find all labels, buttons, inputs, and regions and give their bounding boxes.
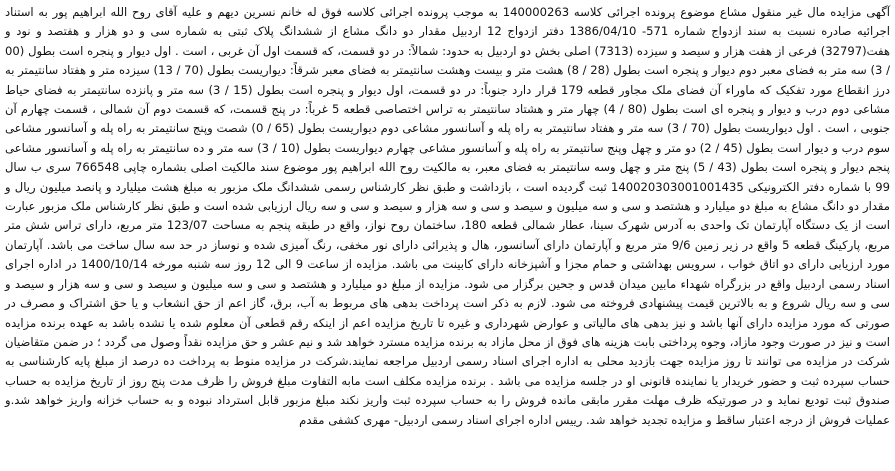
notice-body-text: آگهی مزایده مال غیر منقول مشاع موضوع پرونده اجرائی کلاسه 140000263 به موجب پرونده اجرائی کلاسه فوق له خانم نسرین دیهم و علیه آقای روح الله ابراهیم پور به استناد اجرائیه صادره نسبت به سند ازدواج شماره 571- 1386/04/10 دفتر ازدواج 12 اردبیل مقدار دو دانگ مشاع از ششدانگ پلاک ثبتی به شماره سی و دو هزار و هفتصد و نود و هفت(32797) فرعی از هفت هزار و سیصد و سیزده (7313) اصلی بخش دو اردبیل به حدود: شمالاً: در دو قسمت، که قسمت اول آن غربی ، است . اول دیوار و پنجره است بطول (00 / 3) سه متر به فضای معبر دوم دیوار و پنجره است بطول (28 / 8) هشت متر و بیست وهشت سانتیمتر به فضای معبر شرقاً: دیواریست بطول (70 / 13) سیزده متر و هفتاد سانتیمتر به درز انقطاع مورد تفکیک که ماوراء آن فضای ملک مجاور قطعه 179 قرار دارد جنوباً: در دو قسمت، اول دیوار و پنجره است بطول (15 / 3) سه متر و پانزده سانتیمتر به فضای حیاط مشاعی دوم درب و دیوار و پنجره ای است بطول (80 / 4) چهار متر و هشتاد سانتیمتر به تراس اختصاصی قطعه 5 غرباً: در پنج قسمت، که قسمت دوم آن شمالی ، قسمت چهارم آن جنوبی ، است . اول دیواریست بطول (70 / 3) سه متر و هفتاد سانتیمتر به راه پله و آسانسور مشاعی دوم دیواریست بطول (65 / 0) شصت وپنج سانتیمتر به راه پله و آسانسور مشاعی سوم درب و دیوار است بطول (45 / 2) دو متر و چهل وپنج سانتیمتر به راه پله و آسانسور مشاعی چهارم دیواریست بطول (10 / 3) سه متر و ده سانتیمتر به راه پله و آسانسور مشاعی پنجم دیوار و پنجره است بطول (43 / 5) پنج متر و چهل وسه سانتیمتر به فضای معبر، به مالکیت روح الله ابراهیم پور موضوع سند مالکیت اصلی بشماره چاپی 766548 سری ب سال 99 با شماره دفتر الکترونیکی 140020303001001435 ثبت گردیده است ، بازداشت و طبق نظر کارشناس رسمی ششدانگ ملک مزبور به مبلغ هشت میلیارد و پانصد میلیون ریال و مقدار دو دانگ مشاع به مبلغ دو میلیارد و هشتصد و سی و سه میلیون و سیصد و سی و سه هزار و سیصد و سی و سه ریال ارزیابی شده است و طبق نظر کارشناس ملک مزبور عبارت است از یک دستگاه آپارتمان تک واحدی به آدرس شهرک سینا، عطار شمالی قطعه 180، ساختمان روح نواز، واقع در طبقه پنجم به مساحت 123/07 متر مربع، دارای تراس شش متر مربع، پارکینگ قطعه 5 واقع در زیر زمین 9/6 متر مربع و آپارتمان دارای آسانسور، هال و پذیرائی دارای نور مخفی، رنگ آمیزی شده و نوساز در حد سه سال ساخت می باشد. آپارتمان مورد ارزیابی دارای دو اتاق خواب ، سرویس بهداشتی و حمام مجزا و آشپزخانه دارای کابینت می باشد. مزایده از ساعت 9 الی 12 روز سه شنبه مورخه 1400/10/14 در اداره اجرای اسناد رسمی اردبیل واقع در بزرگراه شهداء مابین میدان قدس و جحین برگزار می شود. مزایده از مبلغ دو میلیارد و هشتصد و سی و سه میلیون و سیصد و سی و سه هزار و سیصد و سی و سه ریال شروع و به بالاترین قیمت پیشنهادی فروخته می شود. لازم به ذکر است پرداخت بدهی های مربوط به آب، برق، گاز اعم از حق انشعاب و یا حق اشتراک و مصرف در صورتی که مورد مزایده دارای آنها باشد و نیز بدهی های مالیاتی و عوارض شهرداری و غیره تا تاریخ مزایده اعم از اینکه رقم قطعی آن معلوم شده یا نشده باشد به عهده برنده مزایده است و نیز در صورت وجود مازاد، وجوه پرداختی بابت هزینه های فوق از محل مازاد به برنده مزایده مسترد خواهد شد و نیم عشر و حق مزایده نقداً وصول می گردد ؛ در ضمن متقاضیان شرکت در مزایده می توانند تا روز مزایده جهت بازدید محلی به اداره اجرای اسناد رسمی اردبیل مراجعه نمایند.شرکت در مزایده منوط به پرداخت ده درصد از مبلغ پایه کارشناسی به حساب سپرده ثبت و حضور خریدار یا نماینده قانونی او در جلسه مزایده می باشد . برنده مزایده مکلف است مابه التفاوت مبلغ فروش را ظرف مدت پنج روز از تاریخ مزایده به حساب صندوق ثبت تودیع نماید و در صورتیکه ظرف مهلت مقرر مابقی مانده فروش را به حساب سپرده ثبت واریز نکند مبلغ مزبور قابل استرداد نبوده و به حساب خزانه واریز خواهد شد.و عملیات فروش از درجه اعتبار ساقط و مزایده تجدید خواهد شد. رییس اداره اجرای اسناد رسمی اردبیل- مهری کشفی مقدم	[5, 5, 891, 427]
